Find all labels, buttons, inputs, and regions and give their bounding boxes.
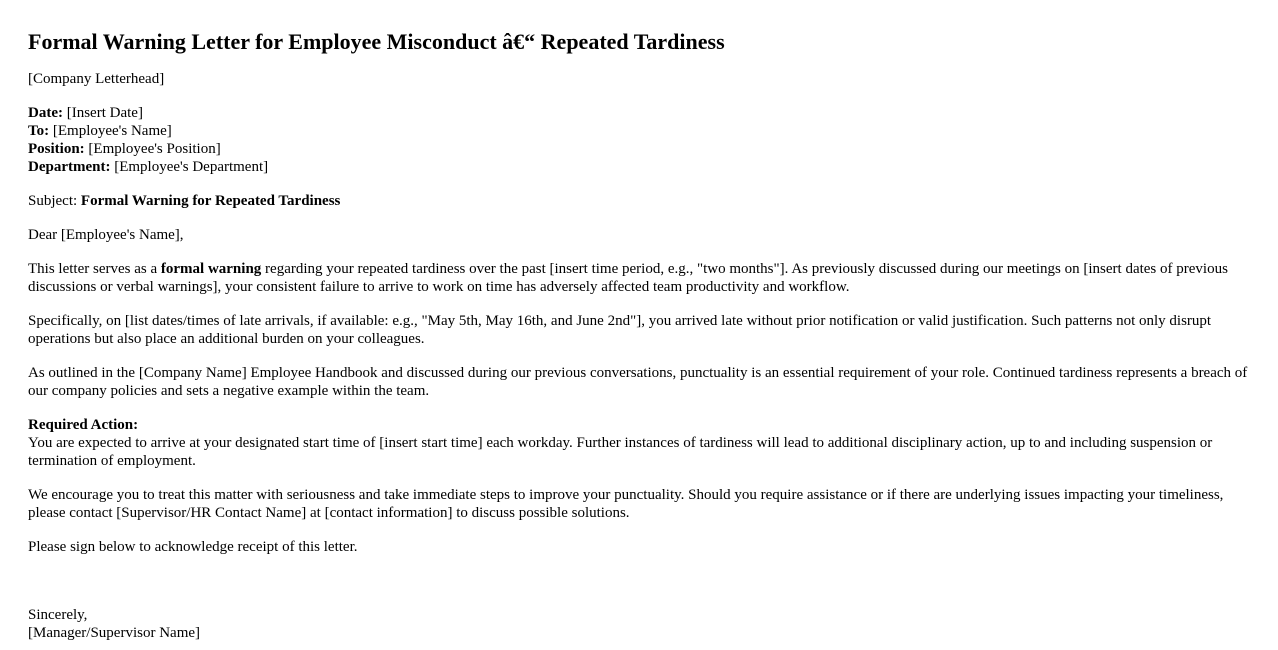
detail-to-label: To:	[28, 123, 50, 139]
detail-department-value: [Employee's Department]	[110, 159, 269, 175]
subject-text: Formal Warning for Repeated Tardiness	[80, 193, 341, 209]
required-action-section	[28, 416, 1250, 470]
paragraph-warning	[28, 260, 1250, 296]
detail-date-label: Date:	[28, 105, 63, 121]
letter-title: Formal Warning Letter for Employee Misconduct â€“ Repeated Tardiness	[28, 29, 725, 54]
subject-line	[28, 192, 1250, 210]
detail-date-value: [Insert Date]	[62, 105, 143, 121]
paragraph-warning-bold: formal warning	[160, 261, 262, 277]
required-action-heading: Required Action:	[28, 417, 139, 433]
paragraph-warning-before: This letter serves as a	[28, 261, 161, 277]
paragraph-encourage: We encourage you to treat this matter with seriousness and take immediate steps to improve your punctuality. Should you require assistance or if there are underlying issues impacting your timeliness, please contact [Supervisor/HR Contact Name] at [contact information] to discuss possible solutions.	[28, 487, 1224, 521]
closing: Sincerely,	[28, 607, 88, 623]
company-letterhead: [Company Letterhead]	[28, 71, 165, 87]
detail-position-value: [Employee's Position]	[84, 141, 221, 157]
detail-position-label: Position:	[28, 141, 85, 157]
paragraph-policy: As outlined in the [Company Name] Employee Handbook and discussed during our previous conversations, punctuality is an essential requirement of your role. Continued tardiness represents a breach of our company policies and sets a negative example within the team.	[28, 365, 1248, 399]
subject-prefix: Subject:	[28, 193, 81, 209]
detail-to	[28, 122, 1250, 140]
detail-department-label: Department:	[28, 159, 111, 175]
acknowledge-line: Please sign below to acknowledge receipt of this letter.	[28, 539, 358, 555]
detail-department	[28, 158, 1250, 176]
required-action-text: You are expected to arrive at your designated start time of [insert start time] each workday. Further instances of tardiness will lead to additional disciplinary action, up to and including suspension or termination of employment.	[28, 435, 1213, 469]
paragraph-specifics: Specifically, on [list dates/times of late arrivals, if available: e.g., "May 5th, May 16th, and June 2nd"], you arrived late without prior notification or valid justification. Such patterns not only disrupt operations but also place an additional burden on your colleagues.	[28, 313, 1212, 347]
detail-date	[28, 104, 1250, 122]
detail-position	[28, 140, 1250, 158]
signatory: [Manager/Supervisor Name]	[28, 625, 201, 641]
letter-details	[28, 104, 1250, 176]
paragraph-warning-after: regarding your repeated tardiness over the past [insert time period, e.g., "two months"]. As previously discussed during our meetings on [insert dates of previous discussions or verbal warnings], your consistent failure to arrive to work on time has adversely affected team productivity and workflow.	[28, 261, 1228, 295]
salutation: Dear [Employee's Name],	[28, 227, 184, 243]
detail-to-value: [Employee's Name]	[49, 123, 172, 139]
signature-block	[28, 606, 1250, 642]
